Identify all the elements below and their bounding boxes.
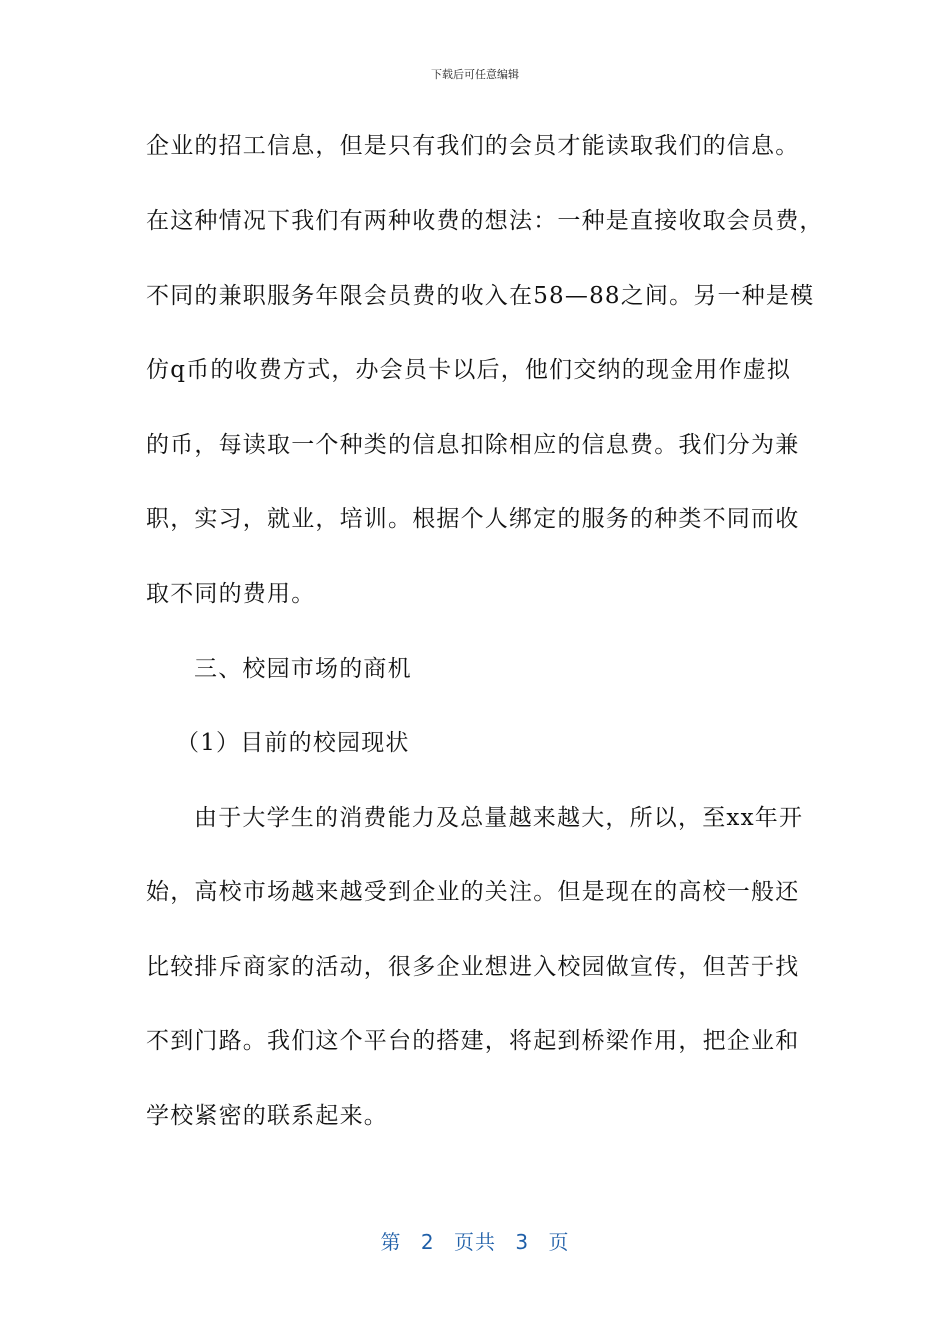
body-line: 职，实习，就业，培训。根据个人绑定的服务的种类不同而收 xyxy=(146,506,800,532)
body-line: 比较排斥商家的活动，很多企业想进入校园做宣传，但苦于找 xyxy=(146,954,800,980)
body-line: 取不同的费用。 xyxy=(146,581,316,607)
body-line: 仿q币的收费方式，办会员卡以后，他们交纳的现金用作虚拟 xyxy=(146,357,792,383)
footer-suffix: 页 xyxy=(548,1230,570,1254)
body-line: 不到门路。我们这个平台的搭建，将起到桥梁作用，把企业和 xyxy=(146,1028,800,1054)
body-line: 学校紧密的联系起来。 xyxy=(146,1103,388,1129)
header-note: 下载后可任意编辑 xyxy=(431,68,519,81)
body-line: 由于大学生的消费能力及总量越来越大，所以，至xx年开 xyxy=(194,805,804,831)
section-subheading: （1）目前的校园现状 xyxy=(176,730,410,756)
page-footer xyxy=(0,1226,950,1255)
footer-prefix: 第 xyxy=(380,1230,402,1254)
footer-current-page: 2 xyxy=(420,1230,435,1254)
body-line: 的币，每读取一个种类的信息扣除相应的信息费。我们分为兼 xyxy=(146,432,800,458)
footer-total-pages: 3 xyxy=(515,1230,530,1254)
body-line: 始，高校市场越来越受到企业的关注。但是现在的高校一般还 xyxy=(146,879,800,905)
footer-middle: 页共 xyxy=(454,1230,496,1254)
body-line: 企业的招工信息，但是只有我们的会员才能读取我们的信息。 xyxy=(146,133,800,159)
body-line: 不同的兼职服务年限会员费的收入在58—88之间。另一种是模 xyxy=(146,283,815,309)
body-line: 在这种情况下我们有两种收费的想法：一种是直接收取会员费， xyxy=(146,208,824,234)
section-heading: 三、校园市场的商机 xyxy=(194,656,412,682)
